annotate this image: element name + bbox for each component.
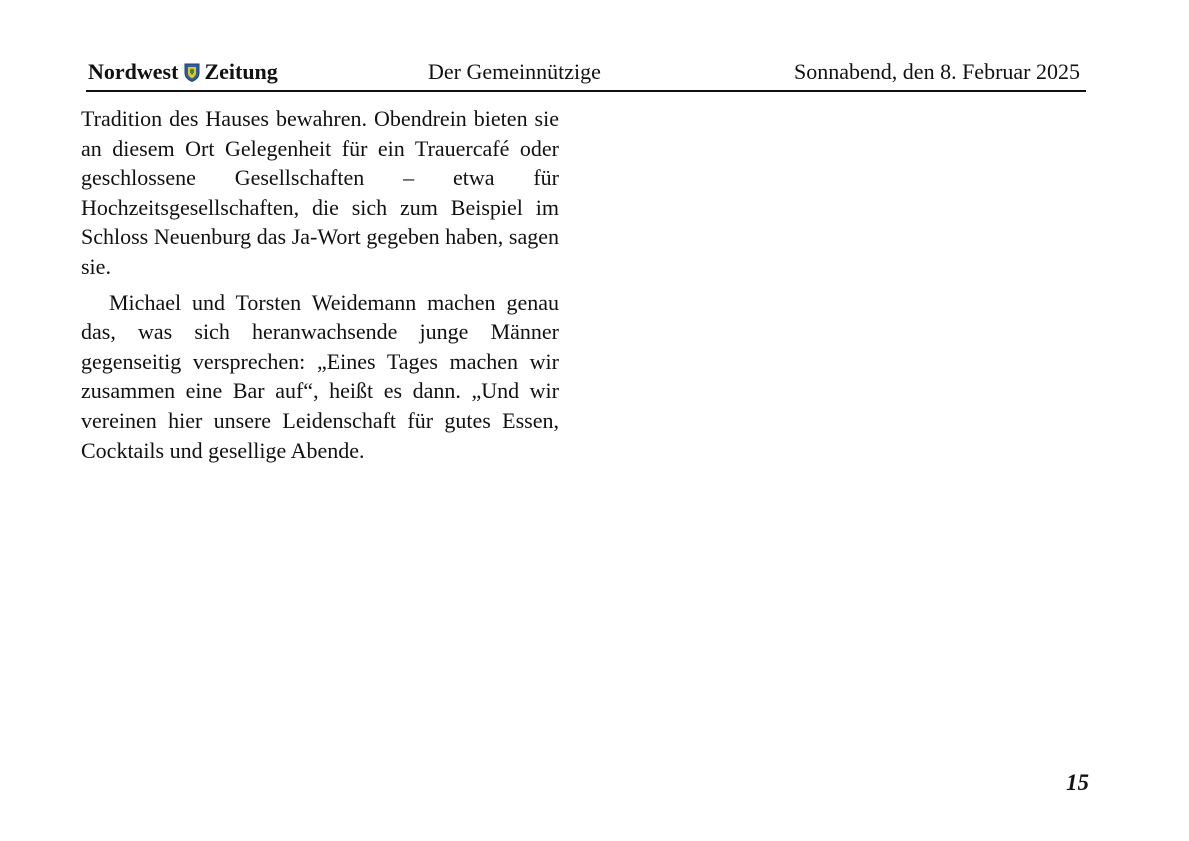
- logo-word-right: Zeitung: [204, 59, 278, 84]
- coat-of-arms-icon: [184, 63, 200, 82]
- logo-word-left: Nordwest: [88, 59, 179, 84]
- newspaper-logo: [88, 59, 278, 85]
- article-column: [81, 104, 559, 465]
- article-paragraph: Michael und Torsten Weidemann machen genau das, was sich heranwachsende junge Männer gegenseitig versprechen: „Eines Tages machen wir zusammen eine Bar auf“, heißt es dann. „Und wir vereinen hier unsere Leidenschaft für gutes Essen, Cocktails und gesellige Abende.: [81, 289, 559, 463]
- page-number: 15: [1066, 770, 1089, 795]
- article-paragraph: Tradition des Hauses bewahren. Obendrein bieten sie an diesem Ort Gelegenheit für ein Trauercafé oder geschlossene Gesellschaften – etwa für Hochzeitsgesellschaften, die sich zum Beispiel im Schloss Neuenburg das Ja-Wort gegeben haben, sagen sie.: [81, 106, 559, 279]
- publication-name: Der Gemeinnützige: [428, 59, 601, 84]
- page-header: [86, 58, 1086, 92]
- issue-date: Sonnabend, den 8. Februar 2025: [794, 59, 1080, 84]
